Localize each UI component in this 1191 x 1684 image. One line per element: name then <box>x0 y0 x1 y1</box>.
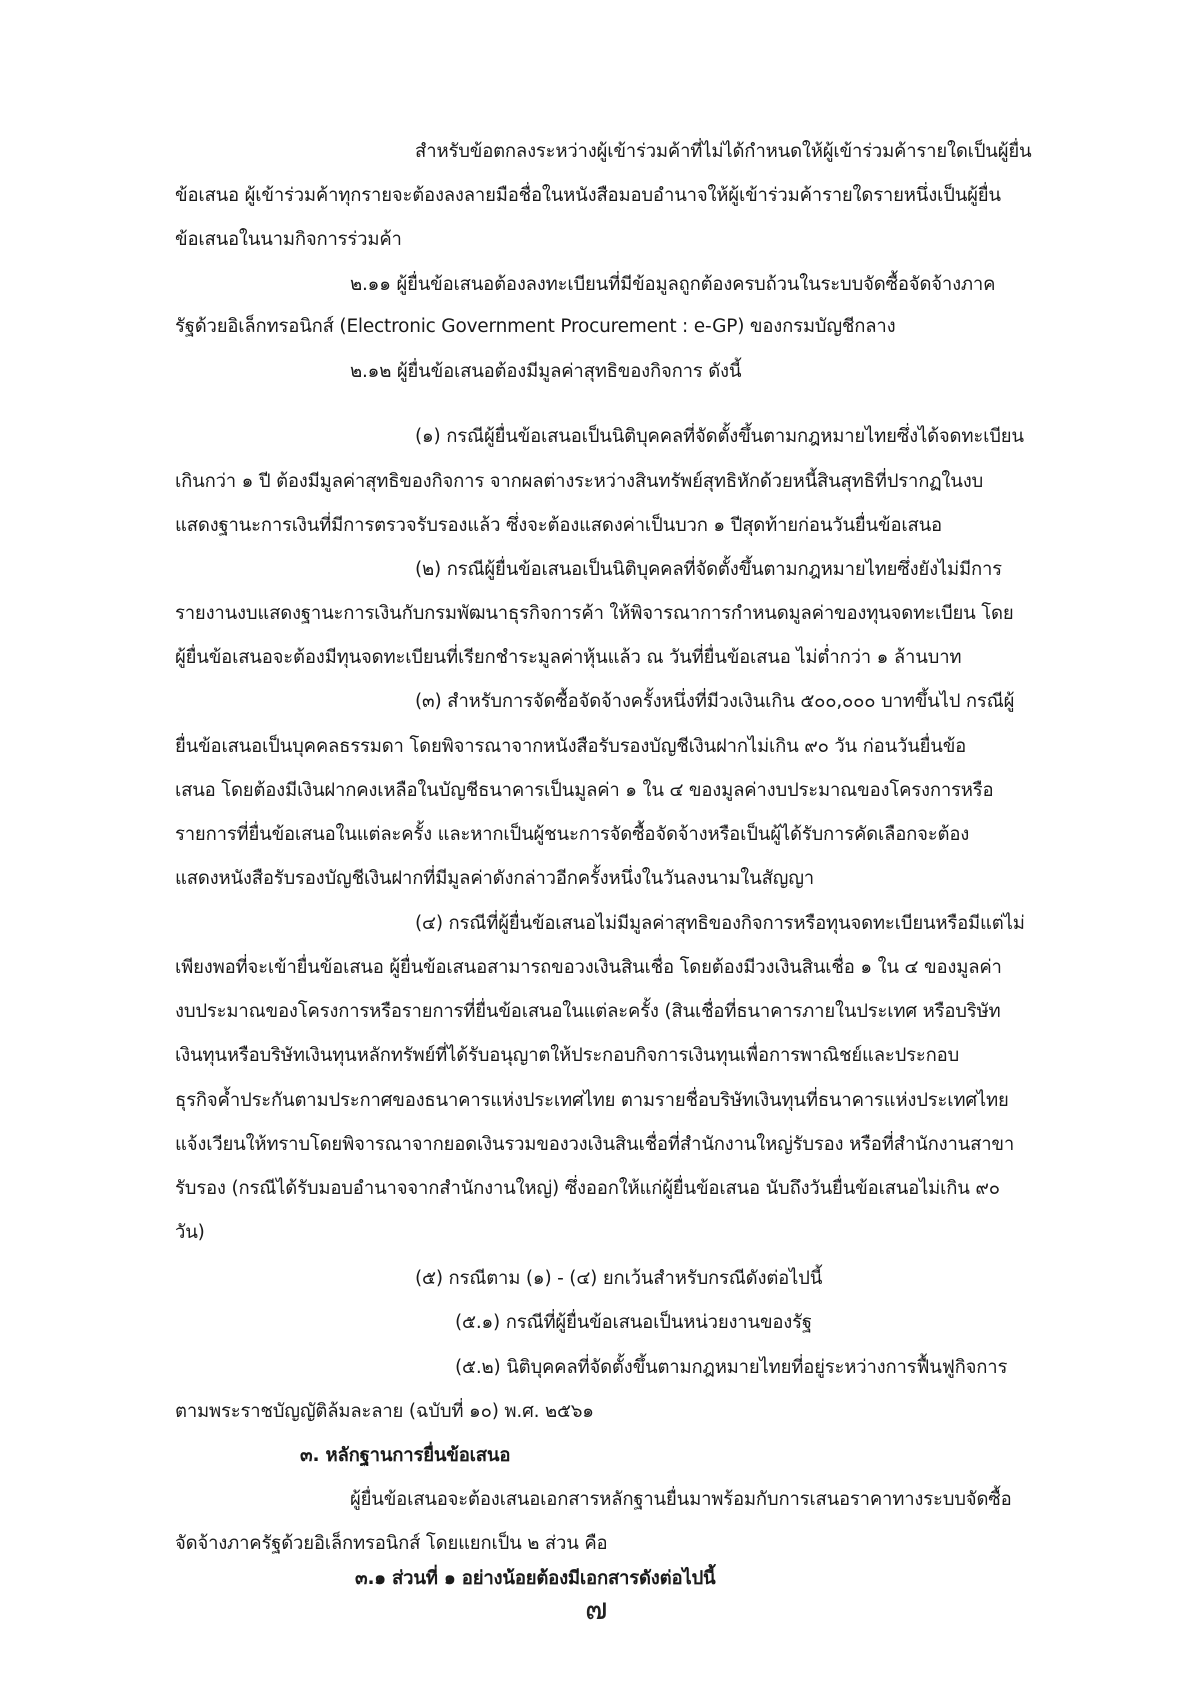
text-line: ผู้ยื่นข้อเสนอจะต้องมีทุนจดทะเบียนที่เรียกชำระมูลค่าหุ้นแล้ว ณ วันที่ยื่นข้อเสนอ ไม่ต่ำกว่า ๑ ล้านบาท <box>175 647 962 668</box>
text-line: (๕.๑) กรณีที่ผู้ยื่นข้อเสนอเป็นหน่วยงานของรัฐ <box>455 1312 812 1333</box>
text-line: ข้อเสนอในนามกิจการร่วมค้า <box>175 229 402 250</box>
text-line: วัน) <box>175 1222 205 1243</box>
text-line: รับรอง (กรณีได้รับมอบอำนาจจากสำนักงานใหญ่) ซึ่งออกให้แก่ผู้ยื่นข้อเสนอ นับถึงวันยื่นข้อเสนอไม่เกิน ๙๐ <box>175 1178 1000 1199</box>
text-line: (๑) กรณีผู้ยื่นข้อเสนอเป็นนิติบุคคลที่จัดตั้งขึ้นตามกฎหมายไทยซึ่งได้จดทะเบียน <box>415 426 1024 447</box>
text-line: รัฐด้วยอิเล็กทรอนิกส์ (Electronic Government Procurement : e-GP) ของกรมบัญชีกลาง <box>175 316 896 337</box>
page-number: ๗ <box>585 1592 608 1627</box>
text-line: (๔) กรณีที่ผู้ยื่นข้อเสนอไม่มีมูลค่าสุทธิของกิจการหรือทุนจดทะเบียนหรือมีแต่ไม่ <box>415 913 1025 934</box>
text-line: ธุรกิจค้ำประกันตามประกาศของธนาคารแห่งประเทศไทย ตามรายชื่อบริษัทเงินทุนที่ธนาคารแห่งประเทศไทย <box>175 1090 1009 1111</box>
text-line: งบประมาณของโครงการหรือรายการที่ยื่นข้อเสนอในแต่ละครั้ง (สินเชื่อที่ธนาคารภายในประเทศ หรือบริษัท <box>175 1001 1001 1022</box>
subsection-heading: ๓.๑ ส่วนที่ ๑ อย่างน้อยต้องมีเอกสารดังต่อไปนี้ <box>355 1568 716 1589</box>
text-line: รายการที่ยื่นข้อเสนอในแต่ละครั้ง และหากเป็นผู้ชนะการจัดซื้อจัดจ้างหรือเป็นผู้ได้รับการคัดเลือกจะต้อง <box>175 824 970 845</box>
text-line: แสดงฐานะการเงินที่มีการตรวจรับรองแล้ว ซึ่งจะต้องแสดงค่าเป็นบวก ๑ ปีสุดท้ายก่อนวันยื่นข้อเสนอ <box>175 515 942 536</box>
text-line: (๒) กรณีผู้ยื่นข้อเสนอเป็นนิติบุคคลที่จัดตั้งขึ้นตามกฎหมายไทยซึ่งยังไม่มีการ <box>415 559 1002 580</box>
text-line: เกินกว่า ๑ ปี ต้องมีมูลค่าสุทธิของกิจการ จากผลต่างระหว่างสินทรัพย์สุทธิหักด้วยหนี้สินสุทธิที่ปรากฏในงบ <box>175 471 984 492</box>
text-line: เงินทุนหรือบริษัทเงินทุนหลักทรัพย์ที่ได้รับอนุญาตให้ประกอบกิจการเงินทุนเพื่อการพาณิชย์และประกอบ <box>175 1045 960 1066</box>
text-line: ข้อเสนอ ผู้เข้าร่วมค้าทุกรายจะต้องลงลายมือชื่อในหนังสือมอบอำนาจให้ผู้เข้าร่วมค้ารายใดรายหนึ่งเป็นผู้ยื่น <box>175 185 1001 206</box>
text-line: (๕.๒) นิติบุคคลที่จัดตั้งขึ้นตามกฎหมายไทยที่อยู่ระหว่างการฟื้นฟูกิจการ <box>455 1357 1008 1378</box>
text-line: เพียงพอที่จะเข้ายื่นข้อเสนอ ผู้ยื่นข้อเสนอสามารถขอวงเงินสินเชื่อ โดยต้องมีวงเงินสินเชื่อ ๑ ใน ๔ ของมูลค่า <box>175 957 1002 978</box>
text-line: รายงานงบแสดงฐานะการเงินกับกรมพัฒนาธุรกิจการค้า ให้พิจารณาการกำหนดมูลค่าของทุนจดทะเบียน โดย <box>175 603 1014 624</box>
text-line: (๓) สำหรับการจัดซื้อจัดจ้างครั้งหนึ่งที่มีวงเงินเกิน ๕๐๐,๐๐๐ บาทขึ้นไป กรณีผู้ <box>415 691 1015 712</box>
section-heading: ๓. หลักฐานการยื่นข้อเสนอ <box>300 1445 511 1466</box>
text-line: (๕) กรณีตาม (๑) - (๔) ยกเว้นสำหรับกรณีดังต่อไปนี้ <box>415 1268 823 1289</box>
text-line: แจ้งเวียนให้ทราบโดยพิจารณาจากยอดเงินรวมของวงเงินสินเชื่อที่สำนักงานใหญ่รับรอง หรือที่สำนักงานสาขา <box>175 1134 1015 1155</box>
text-line: สำหรับข้อตกลงระหว่างผู้เข้าร่วมค้าที่ไม่ได้กำหนดให้ผู้เข้าร่วมค้ารายใดเป็นผู้ยื่น <box>415 141 1032 162</box>
text-line: เสนอ โดยต้องมีเงินฝากคงเหลือในบัญชีธนาคารเป็นมูลค่า ๑ ใน ๔ ของมูลค่างบประมาณของโครงการหรือ <box>175 780 994 801</box>
text-line: ยื่นข้อเสนอเป็นบุคคลธรรมดา โดยพิจารณาจากหนังสือรับรองบัญชีเงินฝากไม่เกิน ๙๐ วัน ก่อนวันยื่นข้อ <box>175 736 967 757</box>
text-line: จัดจ้างภาครัฐด้วยอิเล็กทรอนิกส์ โดยแยกเป็น ๒ ส่วน คือ <box>175 1533 608 1554</box>
text-line: ผู้ยื่นข้อเสนอจะต้องเสนอเอกสารหลักฐานยื่นมาพร้อมกับการเสนอราคาทางระบบจัดซื้อ <box>350 1489 1012 1510</box>
text-line: แสดงหนังสือรับรองบัญชีเงินฝากที่มีมูลค่าดังกล่าวอีกครั้งหนึ่งในวันลงนามในสัญญา <box>175 868 814 889</box>
text-line: ๒.๑๑ ผู้ยื่นข้อเสนอต้องลงทะเบียนที่มีข้อมูลถูกต้องครบถ้วนในระบบจัดซื้อจัดจ้างภาค <box>350 274 996 295</box>
text-line: ตามพระราชบัญญัติล้มละลาย (ฉบับที่ ๑๐) พ.ศ. ๒๕๖๑ <box>175 1401 594 1422</box>
text-line: ๒.๑๒ ผู้ยื่นข้อเสนอต้องมีมูลค่าสุทธิของกิจการ ดังนี้ <box>350 361 742 382</box>
